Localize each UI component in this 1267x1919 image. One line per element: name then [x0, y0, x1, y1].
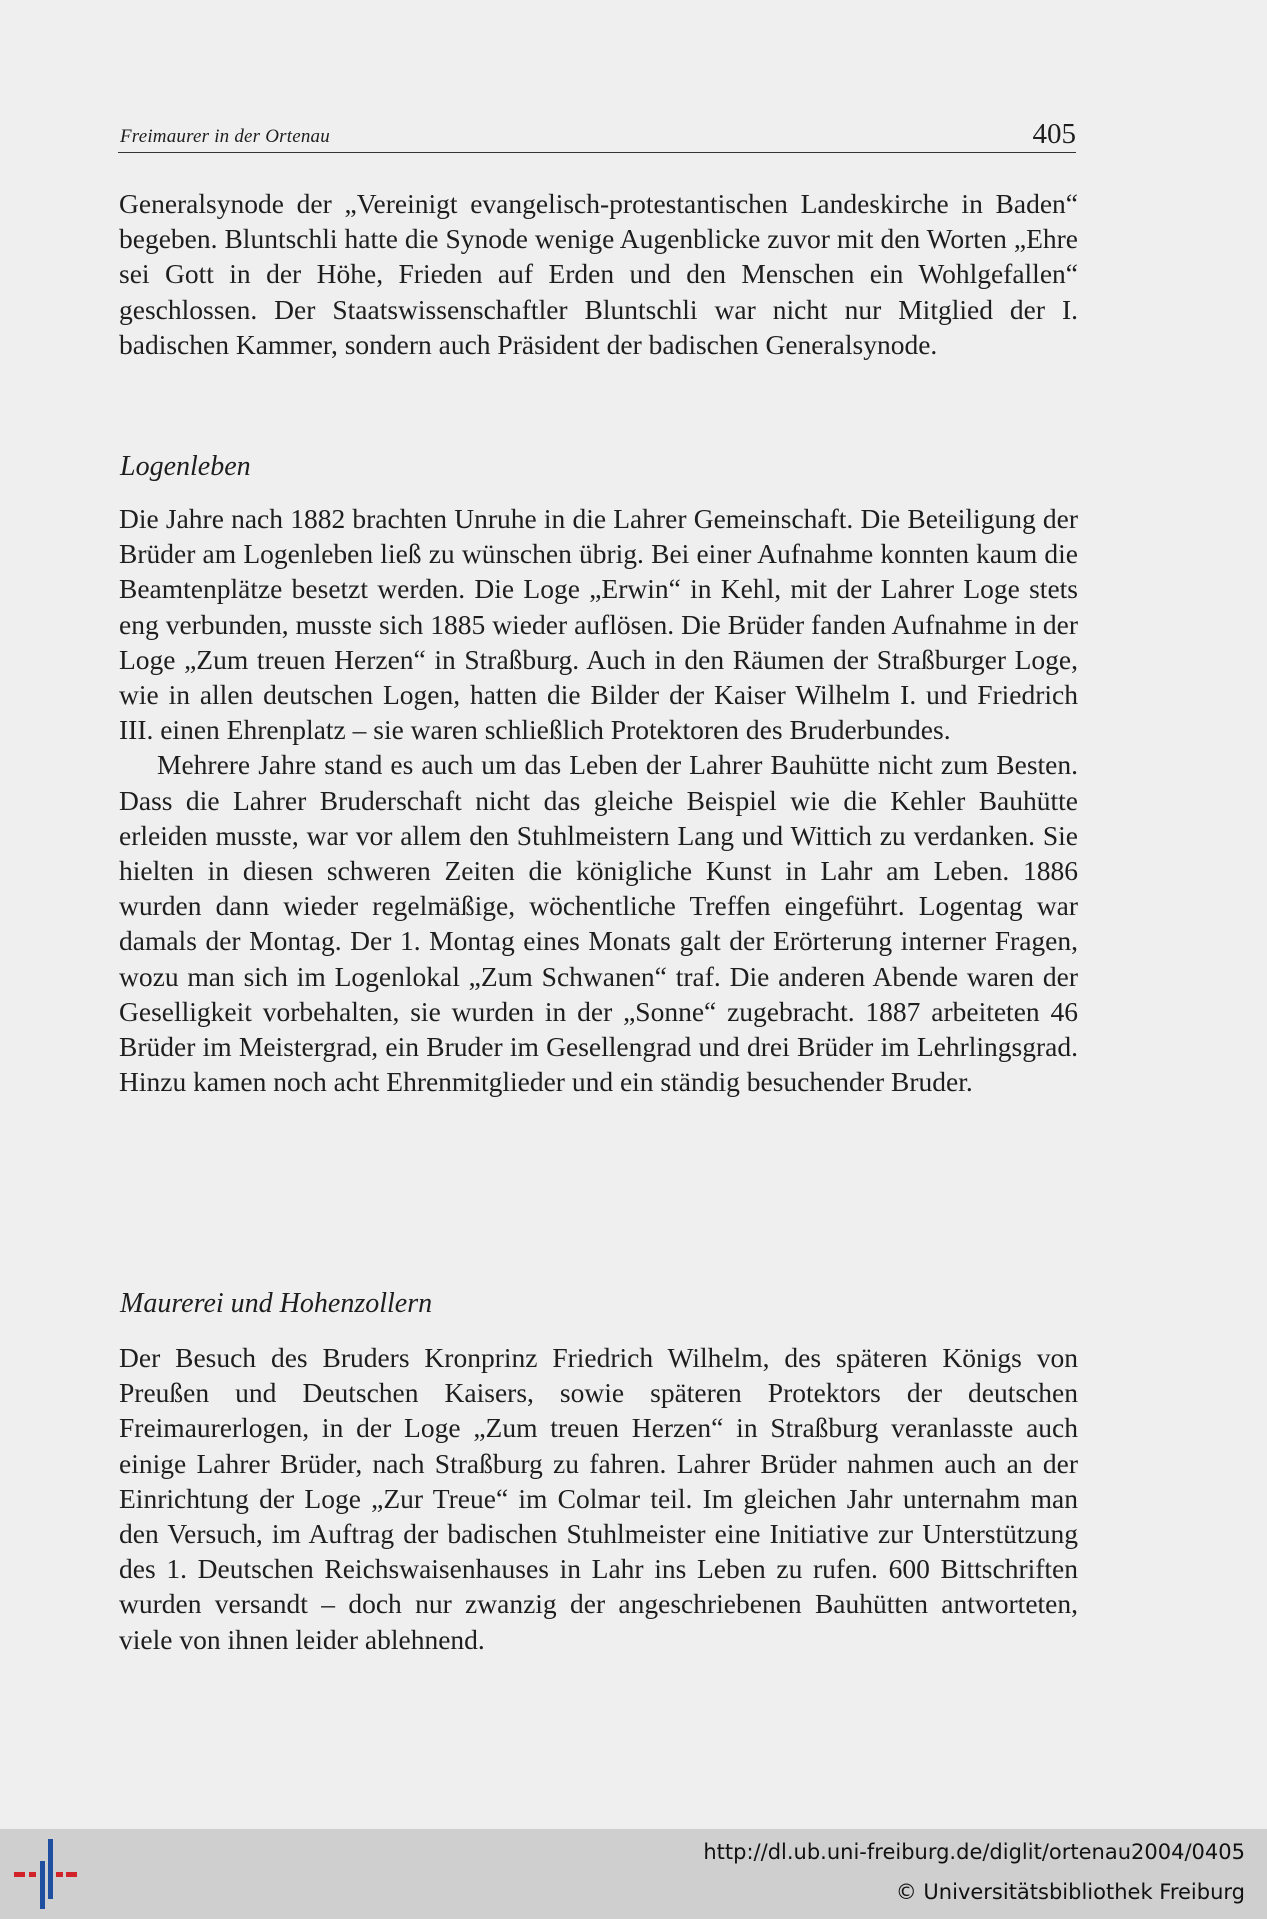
- page-number: 405: [1032, 118, 1076, 150]
- logenleben-paragraph-1: Die Jahre nach 1882 brachten Unruhe in die Lahrer Gemeinschaft. Die Beteiligung der Brüder am Logenleben ließ zu wünschen übrig. Bei einer Aufnahme konnten kaum die Beamtenplätze besetzt werden. Die Loge „Erwin“ in Kehl, mit der Lahrer Loge stets eng verbunden, musste sich 1885 wieder auflösen. Die Brüder fanden Aufnahme in der Loge „Zum treuen Herzen“ in Straßburg. Auch in den Räumen der Straßburger Loge, wie in allen deutschen Logen, hatten die Bilder der Kaiser Wilhelm I. und Friedrich III. einen Ehrenplatz – sie waren schließlich Protektoren des Bruderbundes.: [119, 503, 1078, 746]
- intro-section: [119, 186, 1078, 362]
- library-footer: [0, 1829, 1267, 1919]
- maurerei-paragraph: Der Besuch des Bruders Kronprinz Friedrich Wilhelm, des späteren Königs von Preußen und Deutschen Kaisers, sowie späteren Protektors der deutschen Freimaurerlogen, in der Loge „Zum treuen Herzen“ in Straßburg veranlasste auch einige Lahrer Brüder, nach Straßburg zu fahren. Lahrer Brüder nahmen auch an der Einrichtung der Loge „Zur Treue“ im Colmar teil. Im gleichen Jahr unternahm man den Versuch, im Auftrag der badischen Stuhlmeister eine Initiative zur Unterstützung des 1. Deutschen Reichswaisenhauses in Lahr ins Leben zu rufen. 600 Bittschriften wurden versandt – doch nur zwanzig der angeschriebenen Bauhütten antworteten, viele von ihnen leider ablehnend.: [119, 1342, 1078, 1655]
- section-heading-logenleben: Logenleben: [120, 451, 251, 482]
- logenleben-section: [119, 501, 1078, 1099]
- ub-freiburg-logo-icon[interactable]: [14, 1839, 78, 1909]
- maurerei-section: [119, 1340, 1078, 1657]
- running-header: [118, 118, 1076, 153]
- running-header-title: Freimaurer in der Ortenau: [120, 126, 330, 147]
- section-heading-maurerei: Maurerei und Hohenzollern: [120, 1288, 433, 1319]
- permalink-url[interactable]: http://dl.ub.uni-freiburg.de/diglit/ortenau2004/0405: [703, 1840, 1245, 1864]
- copyright-notice: © Universitätsbibliothek Freiburg: [895, 1880, 1245, 1904]
- intro-paragraph: Generalsynode der „Vereinigt evangelisch-protestantischen Landeskirche in Baden“ begeben. Bluntschli hatte die Synode wenige Augenblicke zuvor mit den Worten „Ehre sei Gott in der Höhe, Frieden auf Erden und den Menschen ein Wohlgefallen“ geschlossen. Der Staatswissenschaftler Bluntschli war nicht nur Mitglied der I. badischen Kammer, sondern auch Präsident der badischen Generalsynode.: [119, 188, 1078, 360]
- logenleben-paragraph-2: Mehrere Jahre stand es auch um das Leben der Lahrer Bauhütte nicht zum Besten. Dass die Lahrer Bruderschaft nicht das gleiche Beispiel wie die Kehler Bauhütte erleiden musste, war vor allem den Stuhlmeistern Lang und Wittich zu verdanken. Sie hielten in diesen schweren Zeiten die königliche Kunst in Lahr am Leben. 1886 wurden dann wieder regelmäßige, wöchentliche Treffen eingeführt. Logentag war damals der Montag. Der 1. Montag eines Monats galt der Erörterung interner Fragen, wozu man sich im Logenlokal „Zum Schwanen“ traf. Die anderen Abende waren der Geselligkeit vorbehalten, sie wurden in der „Sonne“ zugebracht. 1887 arbeiteten 46 Brüder im Meistergrad, ein Bruder im Gesellengrad und drei Brüder im Lehrlingsgrad. Hinzu kamen noch acht Ehrenmitglieder und ein ständig besuchender Bruder.: [119, 749, 1078, 1098]
